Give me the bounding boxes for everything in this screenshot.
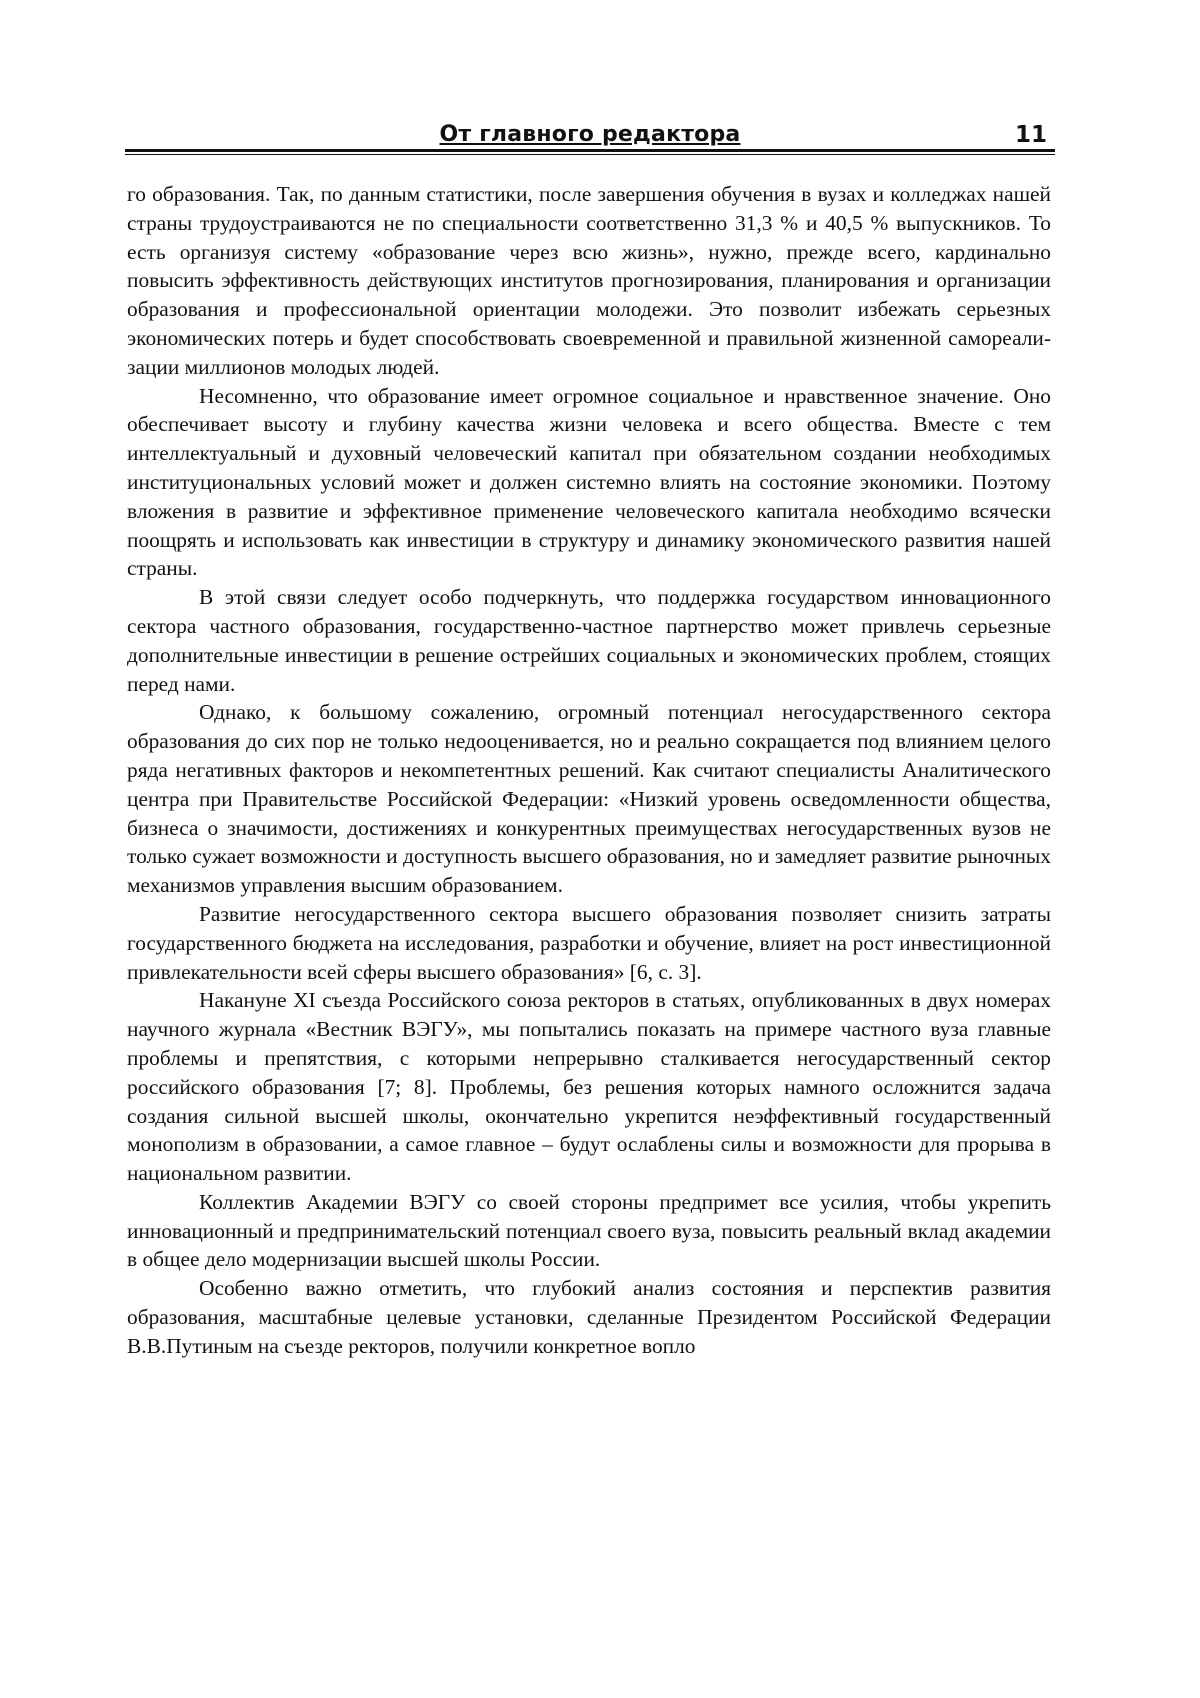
section-title: От главного редактора bbox=[439, 122, 741, 147]
header-rule-thick bbox=[125, 149, 1055, 152]
paragraph: Особенно важно отметить, что глубокий анализ состояния и перспектив развития образования, масштабные целевые установки, сделанные Президентом Российской Федерации В.В.Путиным на съезде ректоров, получили конкретное вопло bbox=[127, 1276, 1051, 1358]
paragraph: Развитие негосударственного сектора высшего образования позволяет снизить затраты государственного бюджета на исследования, разработки и обучение, влияет на рост инвестиционной привлекательности всей сферы высшего образования» [6, с. 3]. bbox=[127, 901, 1051, 984]
paragraph: Накануне XI съезда Российского союза ректоров в статьях, опубликованных в двух номерах научного журнала «Вестник ВЭГУ», мы попытались показать на примере частного вуза главные проблемы и препятствия, с которыми непрерывно сталкивается негосударственный сектор российского образования [7; 8]. Проблемы, без решения которых намного осложнится задача создания сильной высшей школы, окончательно укрепится неэффективный государственный монополизм в образовании, а самое главное – будут ослаблены силы и возможности для прорыва в национальном развитии. bbox=[127, 988, 1051, 1186]
paragraph-continuation: го образования. Так, по данным статистики, после завершения обучения в вузах и колледжах нашей страны трудоустраиваются не по специальности соответственно 31,3 % и 40,5 % выпускников. То есть организуя систему «образование через всю жизнь», нужно, прежде всего, кардинально повысить эффективность действующих институтов прогнозирования, планирования и организации образования и профессиональной ориентации молодежи. Это позволит избежать серьезных экономических потерь и будет способствовать своевременной и правильной жизненной самореализации миллионов молодых людей. bbox=[127, 182, 1051, 379]
running-header bbox=[125, 122, 1055, 152]
page-number: 11 bbox=[1014, 122, 1047, 148]
header-rule-thin bbox=[125, 154, 1055, 155]
paragraph: Коллектив Академии ВЭГУ со своей стороны предпримет все усилия, чтобы укрепить инновационный и предпринимательский потенциал своего вуза, повысить реальный вклад академии в общее дело модернизации высшей школы России. bbox=[127, 1189, 1051, 1272]
paragraph: Несомненно, что образование имеет огромное социальное и нравственное значение. Оно обеспечивает высоту и глубину качества жизни человека и всего общества. Вместе с тем интеллектуальный и духовный человеческий капитал при обязательном создании необходимых институциональных условий может и должен системно влиять на состояние экономики. Поэтому вложения в развитие и эффективное применение человеческого капитала необходимо всячески поощрять и использовать как инвестиции в структуру и динамику экономического развития нашей страны. bbox=[127, 383, 1051, 581]
paragraph: Однако, к большому сожалению, огромный потенциал негосударственного сектора образования до сих пор не только недооценивается, но и реально сокращается под влиянием целого ряда негативных факторов и некомпетентных решений. Как считают специалисты Аналитического центра при Правительстве Российской Федерации: «Низкий уровень осведомленности общества, бизнеса о значимости, достижениях и конкурентных преимуществах негосударственных вузов не только сужает возможности и доступность высшего образования, но и замедляет развитие рыночных механизмов управления высшим образованием. bbox=[127, 700, 1051, 898]
body-text bbox=[127, 180, 1051, 1361]
paragraph: В этой связи следует особо подчеркнуть, что поддержка государством инновационного сектора частного образования, государственно-частное партнерство может привлечь серьезные дополнительные инвестиции в решение острейших социальных и экономических проблем, стоящих перед нами. bbox=[127, 585, 1051, 696]
